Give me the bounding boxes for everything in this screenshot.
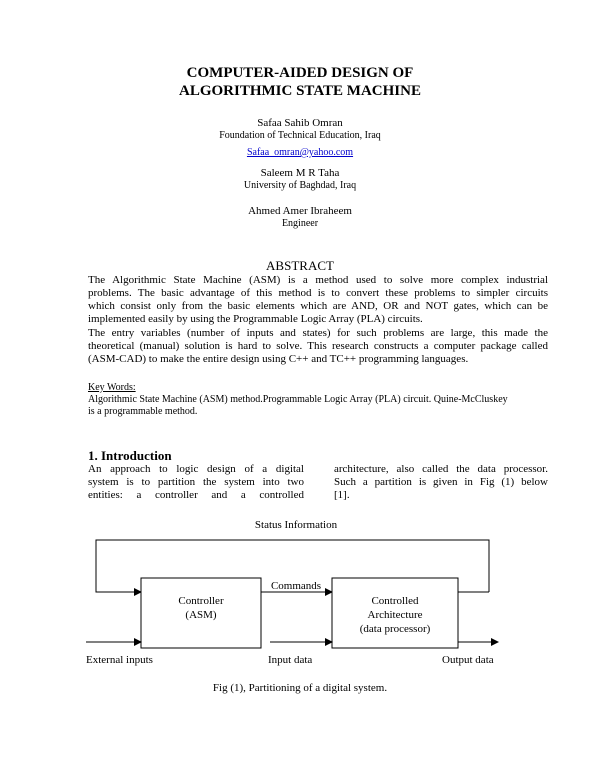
figure-1-caption: Fig (1), Partitioning of a digital system. xyxy=(212,682,388,694)
abstract-line: The entry variables (number of inputs and states) for such problems are large, this made the xyxy=(88,327,548,339)
author-2-affiliation: University of Baghdad, Iraq xyxy=(243,180,357,191)
commands-label: Commands xyxy=(270,580,322,592)
output-data-label: Output data xyxy=(442,654,494,666)
intro-line: entities: a controller and a controlled xyxy=(88,489,304,501)
intro-line: architecture, also called the data processor. xyxy=(334,463,548,475)
author-2-name: Saleem M R Taha xyxy=(260,167,340,179)
controller-label: Controller xyxy=(178,595,224,607)
abstract-line: which consist only from the basic elements which are AND, OR and NOT gates, which can be xyxy=(88,300,548,312)
abstract-line: implemented easily by using the Programmable Logic Array (PLA) circuits. xyxy=(88,313,423,325)
controller-asm-label: (ASM) xyxy=(185,609,217,621)
intro-line: [1]. xyxy=(334,489,350,501)
abstract-paragraph-2 xyxy=(88,327,548,366)
abstract-heading: ABSTRACT xyxy=(266,258,334,273)
external-inputs-label: External inputs xyxy=(86,654,153,666)
intro-line: system is to partition the system into two xyxy=(88,476,304,488)
keywords-label: Key Words: xyxy=(88,382,136,393)
abstract-line: The Algorithmic State Machine (ASM) is a method used to solve more complex industrial xyxy=(88,274,548,286)
input-data-label: Input data xyxy=(268,654,313,666)
intro-line: An approach to logic design of a digital xyxy=(88,463,304,475)
intro-right-column xyxy=(334,463,548,502)
abstract-line: (ASM-CAD) to make the entire design using C++ and TC++ programming languages. xyxy=(88,353,469,365)
keywords-line-2: is a programmable method. xyxy=(88,406,198,417)
figure-1-diagram xyxy=(86,519,506,670)
status-information-label: Status Information xyxy=(254,519,338,531)
author-1-name: Safaa Sahib Omran xyxy=(257,117,343,129)
intro-left-column xyxy=(88,463,304,502)
paper-title-line-1: COMPUTER-AIDED DESIGN OF xyxy=(186,65,414,81)
controlled-label: Controlled xyxy=(371,595,419,607)
data-processor-label: (data processor) xyxy=(359,623,431,635)
abstract-paragraph-1 xyxy=(88,274,548,326)
intro-line: Such a partition is given in Fig (1) below xyxy=(334,476,548,488)
section-heading-introduction: 1. Introduction xyxy=(88,448,172,463)
architecture-label: Architecture xyxy=(367,609,423,621)
keywords-line-1: Algorithmic State Machine (ASM) method.Programmable Logic Array (PLA) circuit. Quine-McCluskey xyxy=(88,394,508,405)
author-1-email-link[interactable]: Safaa_omran@yahoo.com xyxy=(246,147,354,158)
abstract-line: problems. The basic advantage of this method is to convert these problems to simpler circuits xyxy=(88,287,548,299)
paper-title-line-2: ALGORITHMIC STATE MACHINE xyxy=(179,83,421,99)
author-3-affiliation: Engineer xyxy=(281,218,319,229)
abstract-line: theoretical (manual) solution is hard to solve. This research constructs a computer package called xyxy=(88,340,548,352)
author-1-affiliation: Foundation of Technical Education, Iraq xyxy=(219,130,381,141)
author-3-name: Ahmed Amer Ibraheem xyxy=(248,205,352,217)
